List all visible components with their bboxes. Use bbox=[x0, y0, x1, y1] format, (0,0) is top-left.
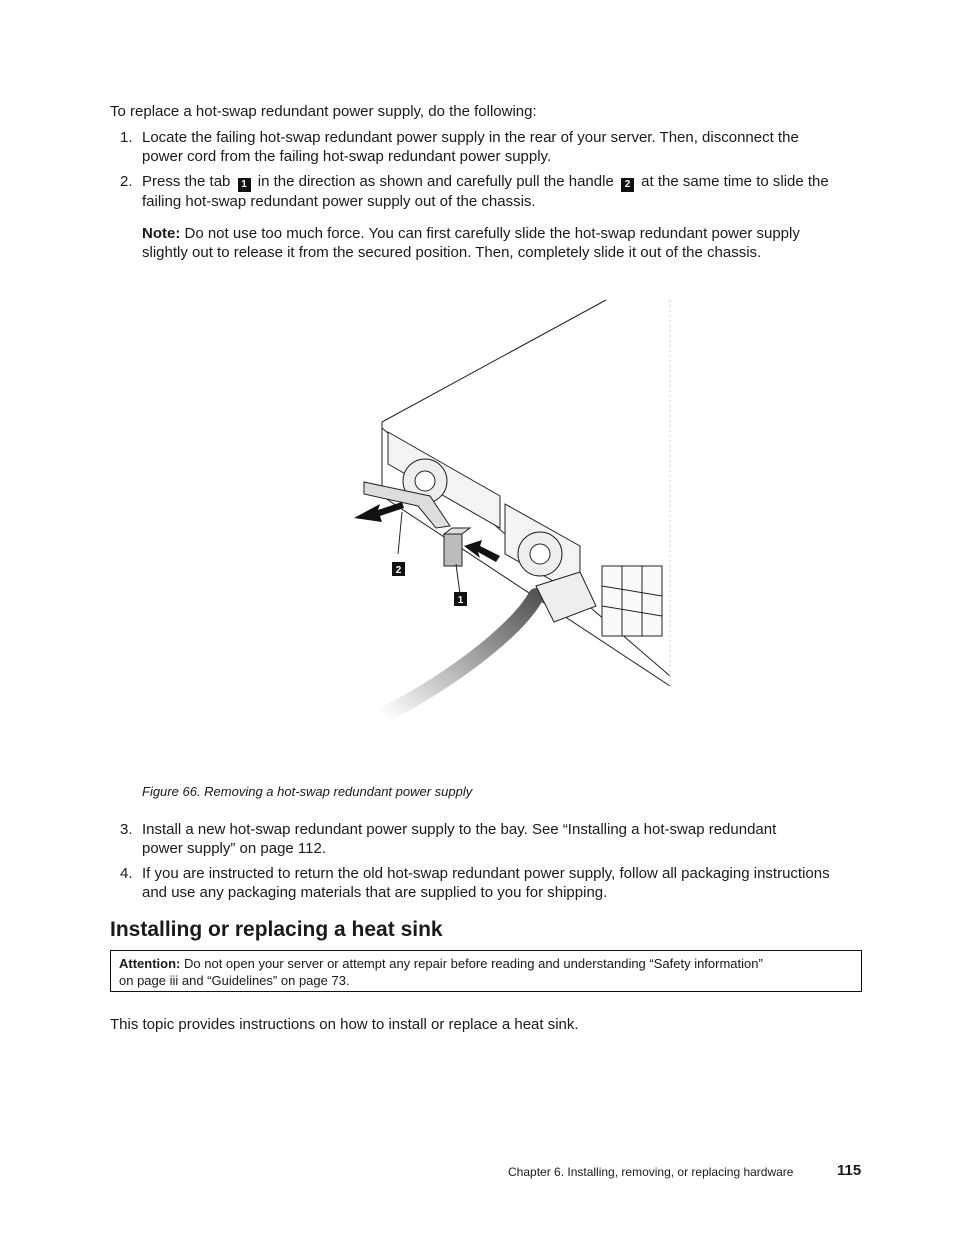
step-text: in the direction as shown and carefully pull the handle bbox=[257, 173, 614, 190]
step-text-line: and use any packaging materials that are supplied to you for shipping. bbox=[142, 884, 608, 901]
step-number: 2. bbox=[120, 173, 133, 190]
footer-chapter: Chapter 6. Installing, removing, or replacing hardware bbox=[508, 1165, 794, 1179]
note-label: Note: bbox=[142, 225, 181, 242]
step-number: 1. bbox=[120, 129, 133, 146]
step-number: 4. bbox=[120, 865, 133, 882]
page-number: 115 bbox=[837, 1162, 862, 1179]
attention-text: Do not open your server or attempt any repair before reading and understanding “Safety information” bbox=[184, 956, 763, 971]
step-text-line: power cord from the failing hot-swap redundant power supply. bbox=[142, 148, 552, 165]
step-text-line bbox=[142, 172, 864, 192]
step-text: Press the tab bbox=[142, 173, 231, 190]
step-text: at the same time to slide the bbox=[641, 173, 829, 190]
step-text-line: If you are instructed to return the old hot-swap redundant power supply, follow all packaging instructions bbox=[142, 865, 830, 882]
topic-paragraph: This topic provides instructions on how to install or replace a heat sink. bbox=[110, 1016, 579, 1033]
step-text-line: Locate the failing hot-swap redundant power supply in the rear of your server. Then, disconnect the bbox=[142, 129, 799, 146]
step-text-line: failing hot-swap redundant power supply out of the chassis. bbox=[142, 193, 536, 210]
figure-caption: Figure 66. Removing a hot-swap redundant power supply bbox=[142, 784, 473, 799]
callout-badge-1: 1 bbox=[238, 178, 251, 192]
note-text: slightly out to release it from the secured position. Then, completely slide it out of the chassis. bbox=[142, 244, 762, 261]
step-text-line: power supply” on page 112. bbox=[142, 840, 327, 857]
intro-paragraph: To replace a hot-swap redundant power supply, do the following: bbox=[110, 103, 537, 120]
attention-label: Attention: bbox=[119, 956, 181, 971]
attention-box bbox=[110, 950, 862, 992]
attention-text: on page iii and “Guidelines” on page 73. bbox=[119, 973, 350, 988]
callout-badge-2: 2 bbox=[621, 178, 634, 192]
power-supply-removal-figure bbox=[340, 296, 680, 726]
callout-2-label: 2 bbox=[395, 565, 402, 576]
section-heading: Installing or replacing a heat sink bbox=[110, 918, 443, 941]
step-text-line: Install a new hot-swap redundant power supply to the bay. See “Installing a hot-swap redundant bbox=[142, 821, 777, 838]
note-text: Do not use too much force. You can first carefully slide the hot-swap redundant power supply bbox=[184, 225, 800, 242]
note-paragraph bbox=[142, 224, 864, 262]
callout-1-label: 1 bbox=[457, 595, 464, 606]
step-number: 3. bbox=[120, 821, 133, 838]
